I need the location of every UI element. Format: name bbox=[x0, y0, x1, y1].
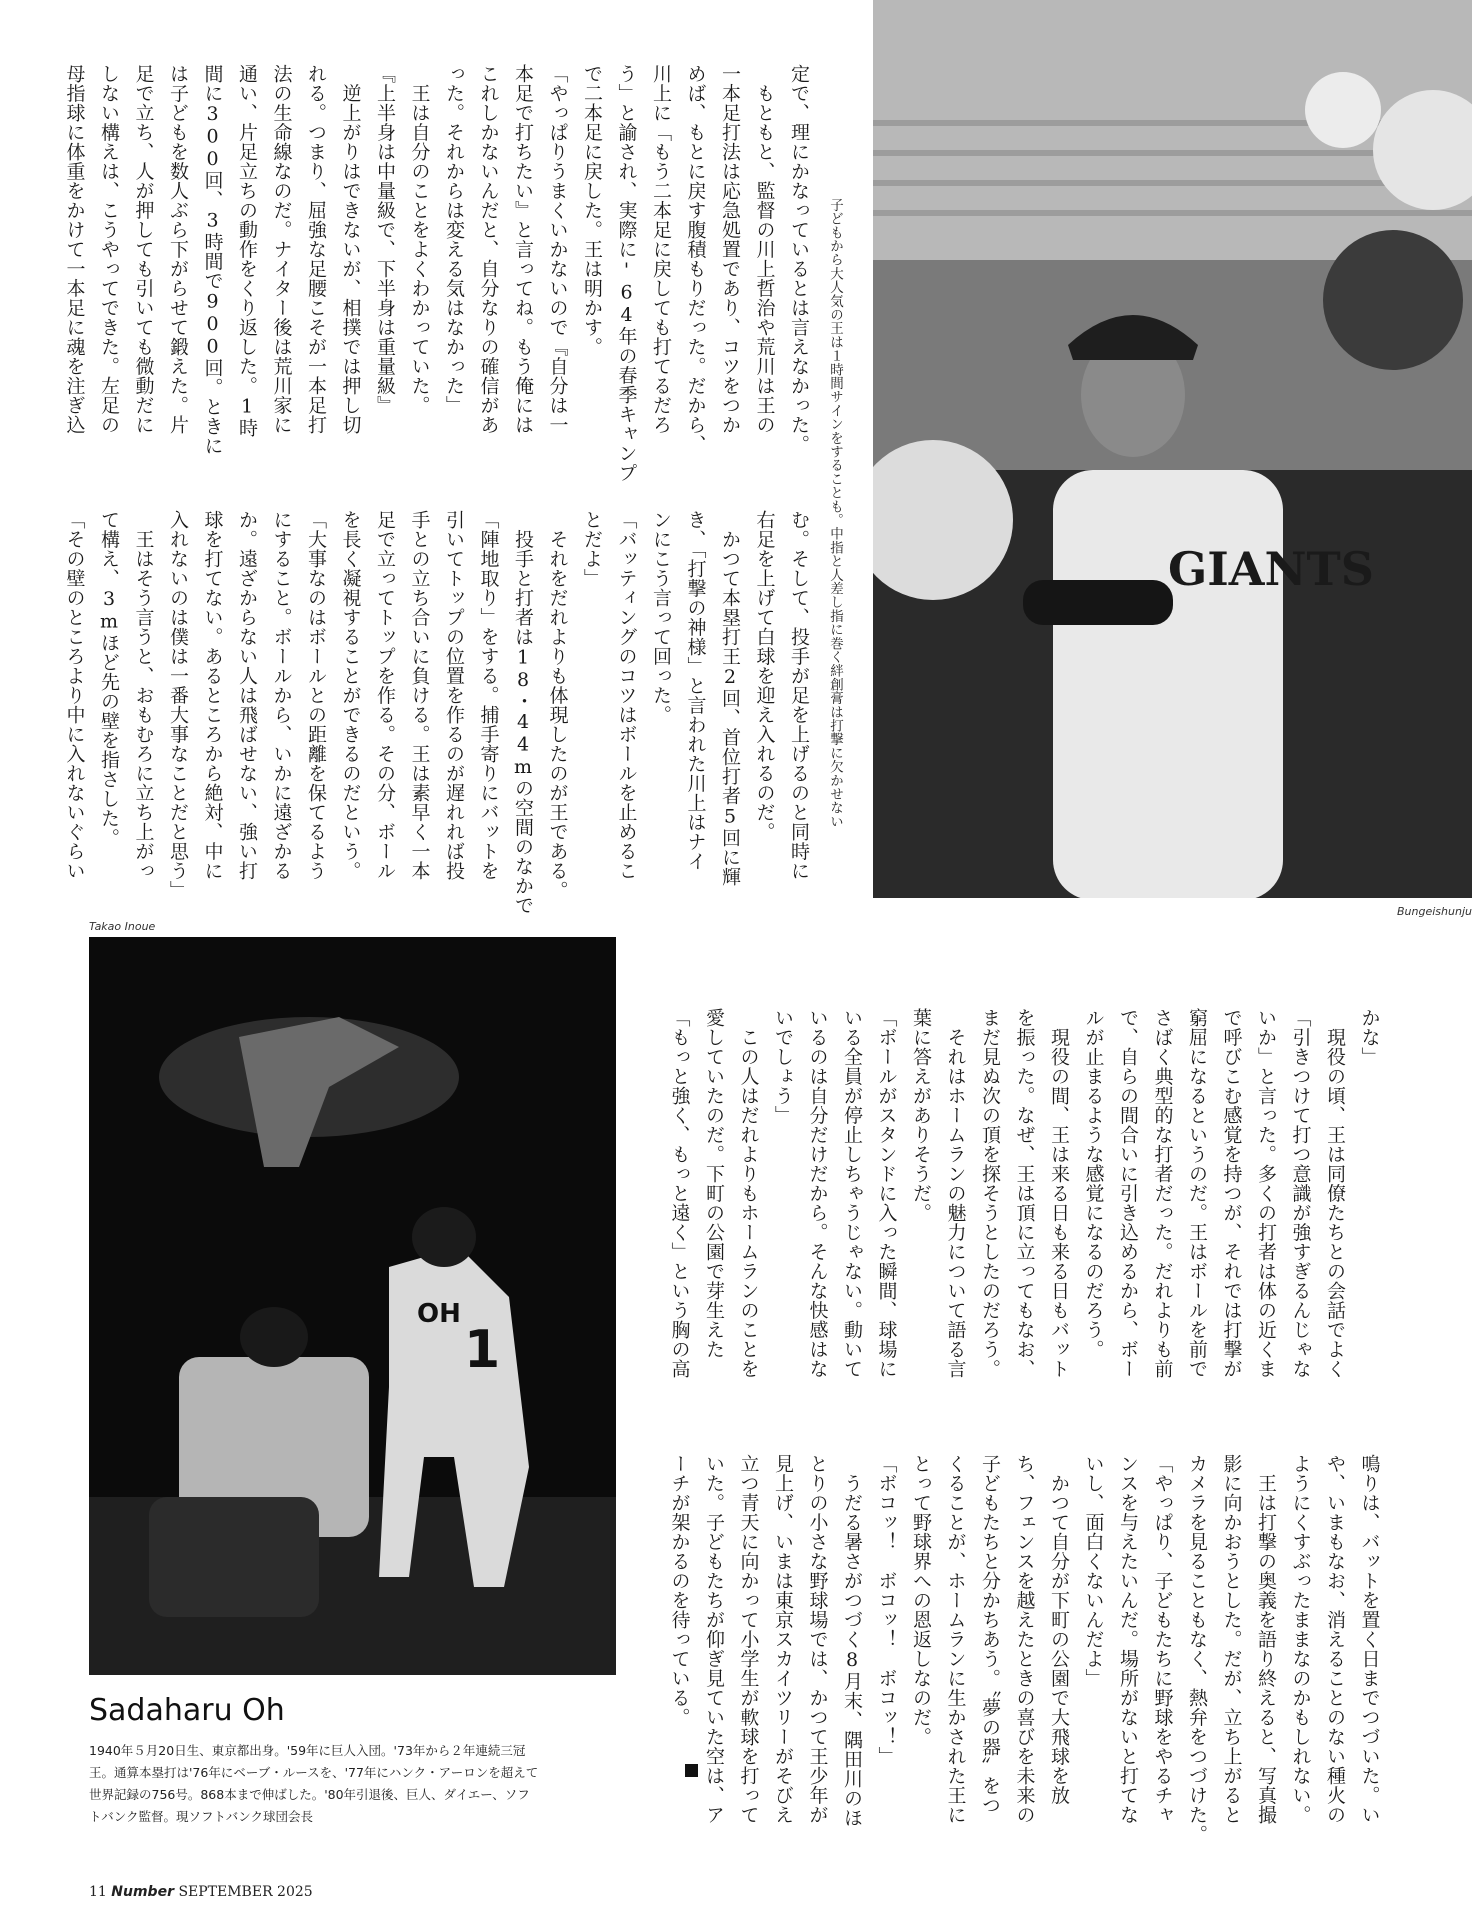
article-line: 定で、理にかなっているとは言えなかった。 bbox=[788, 64, 810, 454]
article-line: かつて自分が下町の公園で大飛球を放 bbox=[1048, 1454, 1070, 1805]
article-line: ち、フェンスを越えたときの喜びを未来の bbox=[1013, 1454, 1036, 1825]
jersey-number: 1 bbox=[464, 1320, 501, 1380]
article-line: 現役の頃、王は同僚たちとの会話でよく bbox=[1324, 1008, 1346, 1379]
page-number: 11 bbox=[89, 1884, 107, 1900]
article-line: いし、面白くないんだよ」 bbox=[1082, 1454, 1105, 1688]
article-line: いか」と言った。多くの打者は体の近くま bbox=[1255, 1008, 1277, 1379]
article-line: もともと、監督の川上哲治や荒川は王の bbox=[753, 64, 776, 435]
article-line: いでしょう」 bbox=[772, 1008, 794, 1125]
article-line: しない構えは、こうやってできた。左足の bbox=[98, 64, 120, 435]
photo-credit-bungeishunju: Bungeishunju bbox=[1397, 905, 1472, 918]
article-line: 王は打撃の奥義を語り終えると、写真撮 bbox=[1255, 1454, 1277, 1825]
article-line: さばく典型的な打者だった。だれよりも前 bbox=[1151, 1008, 1174, 1379]
article-line: 母指球に体重をかけて一本足に魂を注ぎ込 bbox=[63, 64, 86, 435]
end-mark bbox=[685, 1764, 698, 1777]
article-line: 「ボールがスタンドに入った瞬間、球場に bbox=[875, 1008, 898, 1379]
article-line: 足で立ち、人が押しても引いても微動だに bbox=[132, 64, 155, 435]
article-line: 球を打てない。あるところから絶対、中に bbox=[201, 510, 224, 881]
article-line: ーチが架かるのを待っている。 bbox=[668, 1454, 691, 1727]
article-line: 立つ青天に向かって小学生が軟球を打って bbox=[737, 1454, 760, 1825]
article-line: 「その壁のところより中に入れないぐらい bbox=[63, 510, 86, 881]
article-line: 法の生命線なのだ。ナイター後は荒川家に bbox=[270, 64, 293, 435]
article-line: 見上げ、いまは東京スカイツリーがそびえ bbox=[772, 1454, 794, 1825]
article-line: 間に300回、3時間で900回。ときに bbox=[201, 64, 224, 456]
article-line: て構え、3mほど先の壁を指さした。 bbox=[98, 510, 120, 848]
article-line: ようにくすぶったままなのかもしれない。 bbox=[1289, 1454, 1312, 1825]
article-line: で二本足に戻した。王は明かす。 bbox=[581, 64, 603, 357]
article-line: 「バッティングのコツはボールを止めるこ bbox=[615, 510, 638, 881]
article-line: 「引きつけて打つ意識が強すぎるんじゃな bbox=[1289, 1008, 1312, 1379]
article-line: まだ見ぬ次の頂を探そうとしたのだろう。 bbox=[979, 1008, 1001, 1379]
article-line: この人はだれよりもホームランのことを bbox=[737, 1008, 760, 1379]
article-line: ンスを与えたいんだ。場所がないと打てな bbox=[1117, 1454, 1139, 1825]
photo-oh-batting bbox=[89, 937, 616, 1675]
article-line: いた。子どもたちが仰ぎ見ていた空は、ア bbox=[703, 1454, 725, 1825]
article-line: 「大事なのはボールとの距離を保てるよう bbox=[305, 510, 327, 881]
article-line: いるのは自分だけだから。そんな快感はな bbox=[806, 1008, 829, 1379]
article-line: 『上半身は中量級で、下半身は重量級』 bbox=[374, 64, 396, 415]
article-line: 王はそう言うと、おもむろに立ち上がっ bbox=[132, 510, 155, 881]
article-line: った。それからは変える気はなかった」 bbox=[443, 64, 465, 415]
article-line: 足で立ってトップを作る。その分、ボール bbox=[374, 510, 396, 881]
article-block-right-upper bbox=[662, 1008, 1387, 1414]
article-line: れる。つまり、屈強な足腰こそが一本足打 bbox=[305, 64, 327, 435]
article-line: それはホームランの魅力について語る言 bbox=[944, 1008, 967, 1379]
jersey-oh-text: OH bbox=[417, 1299, 461, 1329]
article-line: 現役の間、王は来る日も来る日もバット bbox=[1048, 1008, 1070, 1379]
article-line: で呼びこむ感覚を持つが、それでは打撃が bbox=[1220, 1008, 1243, 1379]
jersey-giants-text: GIANTS bbox=[1168, 542, 1374, 596]
article-line: とだよ」 bbox=[581, 510, 603, 588]
article-line: かな」 bbox=[1358, 1008, 1381, 1067]
article-line: 入れないのは僕は一番大事なことだと思う」 bbox=[167, 510, 189, 900]
article-line: 鳴りは、バットを置く日までつづいた。い bbox=[1358, 1454, 1381, 1825]
article-line: 「ボコッ！ ボコッ！ ボコッ！」 bbox=[875, 1454, 898, 1766]
article-line: 通い、片足立ちの動作をくり返した。1時 bbox=[236, 64, 258, 438]
article-line: 投手と打者は18・44mの空間のなかで bbox=[512, 510, 534, 915]
article-line: ンにこう言って回った。 bbox=[650, 510, 672, 725]
article-line: カメラを見ることもなく、熱弁をつづけた。 bbox=[1186, 1454, 1208, 1844]
article-line: 王は自分のことをよくわかっていた。 bbox=[408, 64, 431, 415]
page-footer bbox=[89, 1884, 313, 1900]
article-line: かつて本塁打王2回、首位打者5回に輝 bbox=[719, 510, 741, 887]
article-line: 一本足打法は応急処置であり、コツをつか bbox=[719, 64, 741, 435]
profile-bio: 1940年５月20日生、東京都出身。'59年に巨人入団。'73年から２年連続三冠王。通算本塁打は'76年にベーブ・ルースを、'77年にハンク・アーロンを超えて世界記録の756号。868本まで伸ばした。'80年引退後、巨人、ダイエー、ソフトバンク監督。現ソフトバンク球団会長 bbox=[89, 1743, 539, 1824]
article-line: を振った。なぜ、王は頂に立ってもなお、 bbox=[1013, 1008, 1036, 1379]
article-line: む。そして、投手が足を上げるのと同時に bbox=[788, 510, 810, 881]
article-line: とりの小さな野球場では、かつて王少年が bbox=[806, 1454, 829, 1825]
article-line: や、いまもなお、消えることのない種火の bbox=[1324, 1454, 1346, 1825]
article-line: 「やっぱりうまくいかないので『自分は一 bbox=[546, 64, 569, 435]
article-block-right-lower bbox=[662, 1454, 1387, 1860]
article-line: にすること。ボールから、いかに遠ざかる bbox=[270, 510, 293, 881]
article-line: 子どもたちと分かちあう。〝夢の器〟をつ bbox=[979, 1454, 1001, 1815]
article-line: 逆上がりはできないが、相撲では押し切 bbox=[339, 64, 362, 435]
article-block-upper-left bbox=[57, 64, 816, 483]
article-line: とって野球界への恩返しなのだ。 bbox=[910, 1454, 932, 1747]
article-line: いる全員が停止しちゃうじゃない。動いて bbox=[841, 1008, 863, 1379]
profile-name: Sadaharu Oh bbox=[89, 1693, 285, 1728]
article-line: うだる暑さがつづく8月末、隅田川のほ bbox=[841, 1454, 863, 1828]
issue-date: SEPTEMBER 2025 bbox=[178, 1884, 313, 1900]
article-line: 葉に答えがありそうだ。 bbox=[910, 1008, 932, 1223]
article-line: か。遠ざからない人は飛ばせない、強い打 bbox=[236, 510, 258, 881]
article-line: を長く凝視することができるのだという。 bbox=[339, 510, 362, 881]
article-line: 本足で打ちたい』と言ってね。もう俺には bbox=[512, 64, 534, 435]
article-line: 愛していたのだ。下町の公園で芽生えた bbox=[703, 1008, 725, 1359]
photo-caption: 子どもから大人気の王は１時間サインをすることも。中指と人差し指に巻く絆創膏は打撃に欠かせない bbox=[827, 198, 843, 829]
article-line: で、自らの間合いに引き込めるから、ボー bbox=[1117, 1008, 1139, 1379]
article-line: 引いてトップの位置を作るのが遅れれば投 bbox=[443, 510, 465, 881]
article-line: 「陣地取り」をする。捕手寄りにバットを bbox=[477, 510, 500, 881]
article-line: それをだれよりも体現したのが王である。 bbox=[546, 510, 569, 900]
article-line: くることが、ホームランに生かされた王に bbox=[944, 1454, 967, 1825]
photo-credit-takao-inoue: Takao Inoue bbox=[89, 920, 156, 933]
article-line: う」と諭され、実際に'64年の春季キャンプ bbox=[615, 64, 638, 483]
article-line: これしかないんだと、自分なりの確信があ bbox=[477, 64, 500, 435]
article-line: ルが止まるような感覚になるのだろう。 bbox=[1082, 1008, 1105, 1359]
article-line: は子どもを数人ぶら下がらせて鍛えた。片 bbox=[167, 64, 189, 435]
magazine-name: Number bbox=[111, 1884, 174, 1900]
article-line: 「もっと強く、もっと遠く」という胸の高 bbox=[668, 1008, 691, 1379]
article-line: 手との立ち合いに負ける。王は素早く一本 bbox=[408, 510, 431, 881]
photo-top-illustration bbox=[873, 0, 1472, 898]
article-line: 川上に「もう二本足に戻しても打てるだろ bbox=[650, 64, 672, 435]
article-block-lower-left bbox=[57, 510, 816, 916]
article-line: き、「打撃の神様」と言われた川上はナイ bbox=[684, 510, 707, 871]
photo-oh-signing-autographs bbox=[873, 0, 1472, 898]
article-line: めば、もとに戻す腹積もりだった。だから、 bbox=[684, 64, 707, 454]
photo-bottom-illustration bbox=[89, 937, 616, 1675]
article-line: 右足を上げて白球を迎え入れるのだ。 bbox=[753, 510, 776, 842]
article-line: 窮屈になるというのだ。王はボールを前で bbox=[1186, 1008, 1208, 1379]
article-line: 「やっぱり、子どもたちに野球をやるチャ bbox=[1151, 1454, 1174, 1825]
article-line: 影に向かおうとした。だが、立ち上がると bbox=[1220, 1454, 1243, 1825]
